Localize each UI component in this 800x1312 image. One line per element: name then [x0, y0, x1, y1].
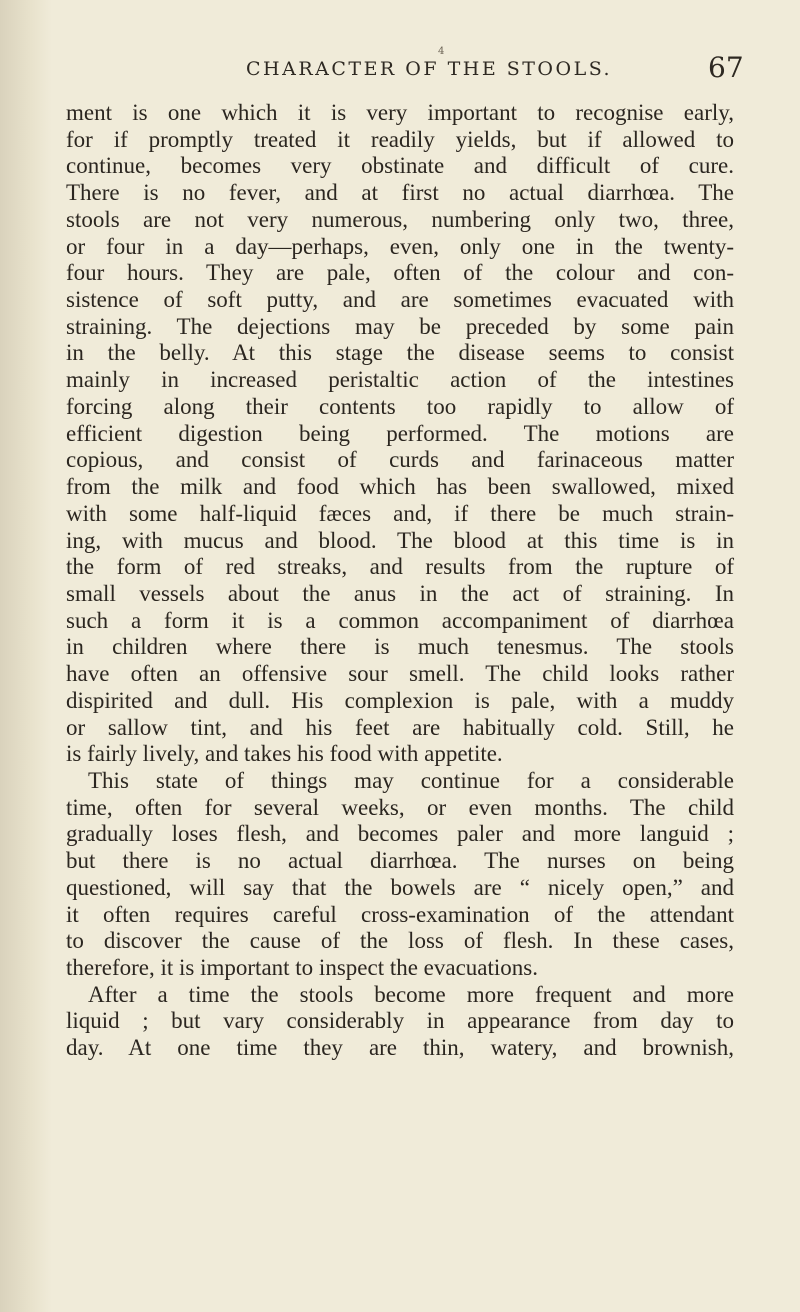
text-line: straining. The dejections may be preceded by some pain: [66, 313, 734, 339]
text-line: continue, becomes very obstinate and difficult of cure.: [66, 153, 734, 179]
text-line: time, often for several weeks, or even months. The child: [66, 794, 734, 820]
text-line: in children where there is much tenesmus. The stools: [66, 634, 734, 660]
text-line: stools are not very numerous, numbering only two, three,: [66, 206, 734, 232]
text-line: liquid ; but vary considerably in appearance from day to: [66, 1008, 734, 1034]
text-line: in the belly. At this stage the disease seems to consist: [66, 340, 734, 366]
text-line: is fairly lively, and takes his food with appetite.: [66, 741, 503, 767]
text-line: have often an offensive sour smell. The child looks rather: [66, 661, 734, 687]
text-line: efficient digestion being performed. The motions are: [66, 420, 734, 446]
text-line: from the milk and food which has been swallowed, mixed: [66, 474, 734, 500]
text-line: or four in a day—perhaps, even, only one in the twenty-: [66, 233, 734, 259]
running-title: CHARACTER OF THE STOOLS.: [246, 58, 613, 80]
text-line: small vessels about the anus in the act of straining. In: [66, 580, 734, 606]
text-line: dispirited and dull. His complexion is pale, with a muddy: [66, 687, 734, 713]
text-line: ing, with mucus and blood. The blood at this time is in: [66, 527, 734, 553]
text-line: or sallow tint, and his feet are habitually cold. Still, he: [66, 714, 734, 740]
text-line: mainly in increased peristaltic action of the intestines: [66, 367, 734, 393]
text-line: sistence of soft putty, and are sometimes evacuated with: [66, 287, 734, 313]
text-line: day. At one time they are thin, watery, and brownish,: [66, 1035, 734, 1061]
page-gutter: [0, 0, 52, 1312]
text-line: the form of red streaks, and results from the rupture of: [66, 554, 734, 580]
text-line: for if promptly treated it readily yields, but if allowed to: [66, 126, 734, 152]
text-line: questioned, will say that the bowels are “ nicely open,” and: [66, 874, 734, 900]
text-line: therefore, it is important to inspect the evacuations.: [66, 955, 538, 980]
page-number: 67: [708, 51, 744, 84]
page-header: [0, 46, 800, 86]
text-line: with some half-liquid fæces and, if there be much strain-: [66, 500, 734, 526]
text-line: forcing along their contents too rapidly to allow of: [66, 393, 734, 419]
text-line: This state of things may continue for a considerable: [88, 767, 734, 793]
text-line: There is no fever, and at first no actual diarrhœa. The: [66, 180, 734, 206]
text-line: it often requires careful cross-examination of the attendant: [66, 901, 734, 927]
text-line: ment is one which it is very important to recognise early,: [66, 100, 734, 125]
text-line: gradually loses flesh, and becomes paler and more languid ;: [66, 821, 734, 847]
text-line: copious, and consist of curds and farinaceous matter: [66, 447, 734, 473]
printer-mark: 4: [438, 46, 445, 57]
text-line: but there is no actual diarrhœa. The nurses on being: [66, 848, 734, 874]
text-line: such a form it is a common accompaniment of diarrhœa: [66, 607, 734, 633]
text-line: four hours. They are pale, often of the colour and con-: [66, 260, 734, 286]
text-line: After a time the stools become more frequent and more: [88, 981, 734, 1007]
text-line: to discover the cause of the loss of flesh. In these cases,: [66, 928, 734, 954]
body-text: [66, 100, 734, 1062]
